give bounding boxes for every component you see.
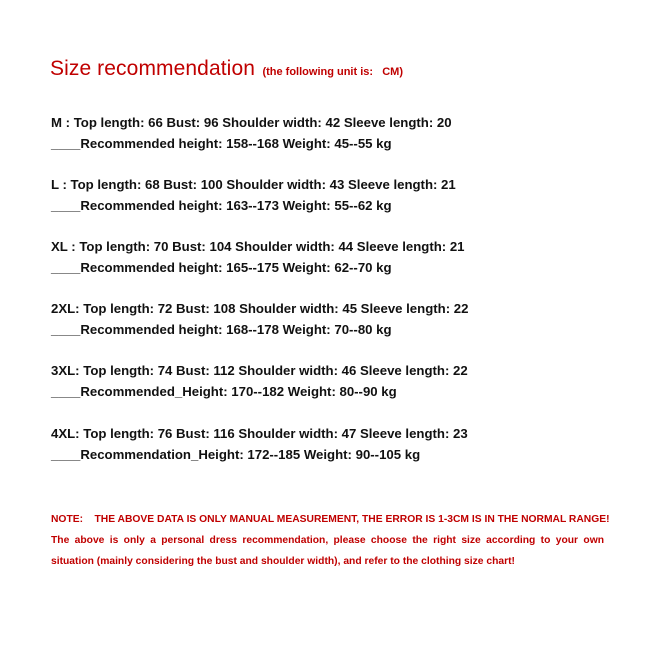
size-recommendation: ____Recommended height: 168--178 Weight: 70--80 kg: [51, 322, 392, 337]
size-recommendation: ____Recommended height: 165--175 Weight: 62--70 kg: [51, 260, 392, 275]
size-entry-m: [51, 112, 452, 154]
note-line-1: NOTE: THE ABOVE DATA IS ONLY MANUAL MEASUREMENT, THE ERROR IS 1-3CM IS IN THE NORMAL RANGE!: [51, 514, 610, 525]
size-measurements: XL : Top length: 70 Bust: 104 Shoulder width: 44 Sleeve length: 21: [51, 239, 465, 254]
size-entry-l: [51, 174, 456, 216]
size-measurements: M : Top length: 66 Bust: 96 Shoulder width: 42 Sleeve length: 20: [51, 115, 452, 130]
size-entry-2xl: [51, 298, 468, 340]
disclaimer-note: [51, 509, 610, 572]
size-measurements: 3XL: Top length: 74 Bust: 112 Shoulder width: 46 Sleeve length: 22: [51, 363, 468, 378]
size-measurements: L : Top length: 68 Bust: 100 Shoulder width: 43 Sleeve length: 21: [51, 177, 456, 192]
size-recommendation: ____Recommended_Height: 170--182 Weight: 80--90 kg: [51, 384, 397, 399]
size-recommendation: ____Recommendation_Height: 172--185 Weight: 90--105 kg: [51, 447, 421, 462]
size-entry-3xl: [51, 360, 468, 402]
unit-note: (the following unit is: CM): [262, 66, 403, 78]
page-title: Size recommendation: [50, 57, 255, 80]
size-entry-xl: [51, 236, 465, 278]
size-measurements: 4XL: Top length: 76 Bust: 116 Shoulder width: 47 Sleeve length: 23: [51, 426, 468, 441]
size-recommendation: ____Recommended height: 158--168 Weight: 45--55 kg: [51, 136, 392, 151]
size-measurements: 2XL: Top length: 72 Bust: 108 Shoulder width: 45 Sleeve length: 22: [51, 301, 469, 316]
note-line-3: situation (mainly considering the bust and shoulder width), and refer to the clothing size chart!: [51, 556, 515, 567]
title-row: [50, 57, 403, 81]
note-line-2: The above is only a personal dress recommendation, please choose the right size according to your own: [51, 535, 604, 546]
size-entry-4xl: [51, 423, 468, 465]
size-recommendation: ____Recommended height: 163--173 Weight: 55--62 kg: [51, 198, 392, 213]
